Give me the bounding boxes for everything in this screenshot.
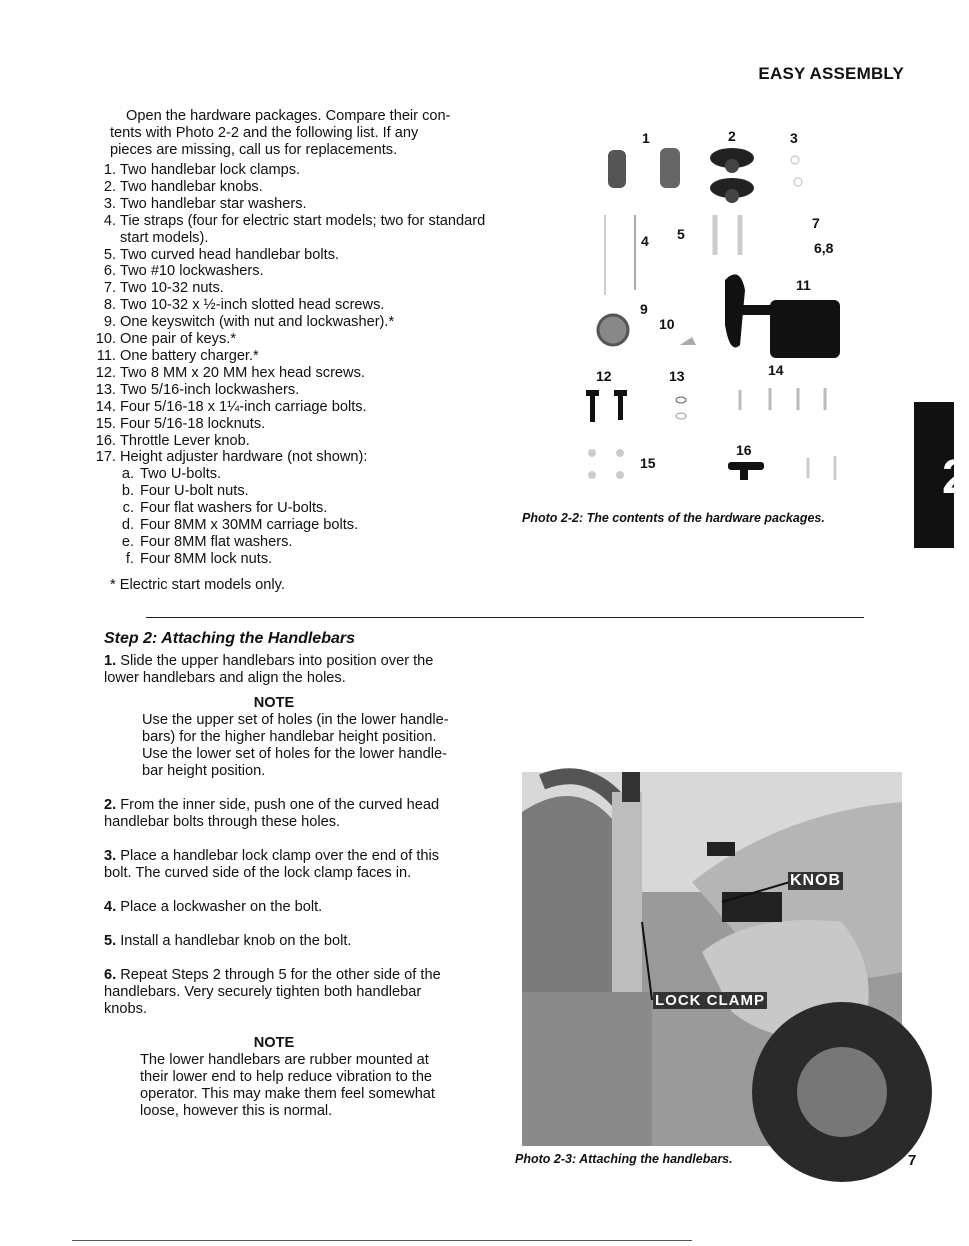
list-text: Height adjuster hardware (not shown): [120,449,368,466]
hardware-list-item [88,382,488,399]
list-number: 7. [103,280,116,297]
handlebar-shape [612,792,642,992]
list-text: Four 5/16-18 x 1¼-inch carriage bolts. [120,398,367,415]
list-text: Tie straps (four for electric start models; two for standard start models). [120,212,486,246]
step-number: 6. [104,967,117,983]
intro-text [110,108,490,159]
step-text: Place a lockwasher on the bolt. [120,899,323,915]
step-text: bolt. The curved side of the lock clamp faces in. [104,865,412,881]
bottom-rule [72,1240,692,1241]
charger-shape [770,300,840,358]
list-number: 17. [95,449,116,466]
locknut-shape [588,471,596,479]
intro-line: Open the hardware packages. Compare their con- [126,108,451,124]
step-number: 1. [104,653,117,669]
step-2 [104,797,484,814]
hex-screw-shape [590,392,595,422]
hardware-list [88,162,488,568]
photo-label: 7 [812,215,820,231]
list-text: Throttle Lever knob. [120,432,250,449]
hardware-list-item [88,297,488,314]
note-box [140,1035,484,1120]
note-line: Use the lower set of holes for the lower handle- [142,746,448,762]
list-letter: b. [121,483,134,500]
knob-callout: KNOB [790,872,842,889]
list-text: Two handlebar lock clamps. [120,162,301,178]
list-number: 6. [103,263,116,280]
step-text: Repeat Steps 2 through 5 for the other side of the [120,967,441,983]
intro-line: pieces are missing, call us for replacements. [110,142,398,158]
photo-label: 2 [728,128,736,144]
hardware-list-item [88,247,488,264]
hardware-list-item [88,449,488,466]
photo-label: 1 [642,130,650,146]
washer-shape [791,156,799,164]
hardware-list-item [88,365,488,382]
height-adjuster-item [88,466,488,483]
lock-clamp-shape [660,148,680,188]
knob-shape [725,189,739,203]
photo-label: 6,8 [814,240,834,256]
section-divider [146,617,864,618]
photo-label: 13 [669,368,685,384]
step-text: knobs. [104,1001,147,1017]
washer-shape [794,178,802,186]
step-text: Place a handlebar lock clamp over the end of this [120,848,440,864]
list-number: 9. [103,314,116,331]
throttle-knob-shape [740,468,748,480]
step-text: lower handlebars and align the holes. [104,670,346,686]
hex-screw-shape [586,390,599,396]
list-letter: f. [125,551,134,568]
intro-line: tents with Photo 2-2 and the following list. If any [110,125,419,141]
handlebar-photo-illustration [522,772,902,1146]
step-instructions [104,653,484,1120]
list-text: Two 5/16-inch lockwashers. [120,381,300,398]
chapter-tab [914,402,969,548]
photo-label: 16 [736,442,752,458]
list-text: One battery charger.* [120,347,259,364]
list-text: Two 10-32 x ½-inch slotted head screws. [120,297,385,314]
step-1 [104,653,484,670]
list-number: 15. [95,415,116,432]
hardware-list-item [88,348,488,365]
note-heading: NOTE [253,695,295,711]
list-text: Two curved head handlebar bolts. [120,246,340,263]
hardware-list-item [88,416,488,433]
hardware-list-item [88,399,488,416]
list-number: 1. [103,162,116,178]
key-shape [680,337,696,345]
height-adjuster-item [88,551,488,568]
photo-label: 4 [641,233,649,249]
chapter-tab-number: 2 [942,451,969,504]
hardware-photo-illustration [580,120,850,495]
list-letter: d. [121,517,134,534]
hardware-list-item [88,196,488,213]
keyswitch-shape [598,315,628,345]
locknut-shape [616,471,624,479]
step-number: 5. [104,933,117,949]
note-heading: NOTE [253,1035,295,1051]
list-text: Four flat washers for U-bolts. [140,500,328,517]
locknut-shape [616,449,624,457]
height-adjuster-item [88,500,488,517]
hex-screw-shape [614,390,627,396]
hardware-photo [580,120,850,495]
photo-label: 11 [796,277,811,293]
hardware-list-item [88,433,488,450]
list-number: 14. [95,398,116,415]
step-3 [104,848,484,865]
note-line: The lower handlebars are rubber mounted at [140,1052,429,1068]
hex-screw-shape [618,392,623,420]
list-number: 12. [95,364,116,381]
page-number: 7 [908,1152,917,1169]
note-line: Use the upper set of holes (in the lower handle- [142,712,449,728]
hardware-list-item [88,179,488,196]
hardware-list-item [88,314,488,331]
footnote: * Electric start models only. [110,577,285,593]
note-line: operator. This may make them feel somewhat [140,1086,435,1102]
list-number: 16. [95,432,116,449]
step-number: 2. [104,797,117,813]
photo-label: 3 [790,130,798,146]
list-number: 2. [103,178,116,195]
step-text: handlebars. Very securely tighten both handlebar [104,984,422,1000]
list-text: Four 8MM flat washers. [140,534,293,551]
knob-shape [722,892,782,922]
photo-label: 15 [640,455,656,471]
list-text: One keyswitch (with nut and lockwasher).* [120,314,395,331]
list-text: Four 8MM lock nuts. [140,551,273,568]
step-text: Install a handlebar knob on the bolt. [120,933,352,949]
note-line: bars) for the higher handlebar height position. [142,729,437,745]
height-adjuster-item [88,534,488,551]
list-text: Two #10 lockwashers. [120,263,264,280]
height-adjuster-item [88,517,488,534]
hardware-list-item [88,331,488,348]
list-letter: c. [122,500,134,517]
step-number: 4. [104,899,117,915]
photo-label: 12 [596,368,612,384]
list-letter: a. [121,466,134,483]
step-text: Slide the upper handlebars into position over the [120,653,434,669]
list-number: 8. [103,297,116,314]
hardware-list-item [88,280,488,297]
photo-caption: Photo 2-2: The contents of the hardware packages. [522,511,825,525]
list-text: Two U-bolts. [140,466,222,483]
step-number: 3. [104,848,117,864]
step-title: Step 2: Attaching the Handlebars [104,630,355,647]
list-text: Two handlebar knobs. [120,178,263,195]
step-text: handlebar bolts through these holes. [104,814,341,830]
photo-label: 14 [768,362,784,378]
section-header: EASY ASSEMBLY [758,64,904,83]
list-text: Four U-bolt nuts. [140,483,249,500]
step-5 [104,933,484,950]
lockwasher-shape [676,413,686,419]
list-number: 4. [103,212,116,229]
list-text: Four 8MM x 30MM carriage bolts. [140,517,359,534]
hardware-list-item [88,162,488,179]
hardware-list-item [88,263,488,280]
handlebar-photo [522,772,902,1146]
list-text: Two 10-32 nuts. [120,280,224,297]
lock-clamp-callout: LOCK CLAMP [655,992,765,1009]
list-text: Four 5/16-18 locknuts. [120,415,266,432]
knob-shape [725,159,739,173]
photo-label: 5 [677,226,685,242]
knob-shape [707,842,735,856]
hardware-list-item [88,213,488,247]
list-number: 10. [95,331,116,348]
list-number: 11. [96,347,116,364]
wheel-shape [797,1047,887,1137]
list-number: 13. [95,381,116,398]
lock-clamp-shape [608,150,626,188]
step-text: From the inner side, push one of the curved head [120,797,440,813]
step-4 [104,899,484,916]
photo-caption: Photo 2-3: Attaching the handlebars. [515,1152,733,1166]
height-adjuster-item [88,483,488,500]
photo-label: 9 [640,301,648,317]
list-text: Two handlebar star washers. [120,195,307,212]
note-line: bar height position. [142,763,266,779]
note-box [142,695,484,780]
lockwasher-shape [676,397,686,403]
list-text: Two 8 MM x 20 MM hex head screws. [120,364,365,381]
list-number: 3. [103,195,116,212]
note-line: loose, however this is normal. [140,1103,333,1119]
locknut-shape [588,449,596,457]
list-letter: e. [121,534,134,551]
note-line: their lower end to help reduce vibration to the [140,1069,433,1085]
step-6 [104,967,484,984]
list-number: 5. [103,246,116,263]
list-text: One pair of keys.* [120,331,236,348]
charger-shape [740,305,770,315]
photo-label: 10 [659,316,675,332]
